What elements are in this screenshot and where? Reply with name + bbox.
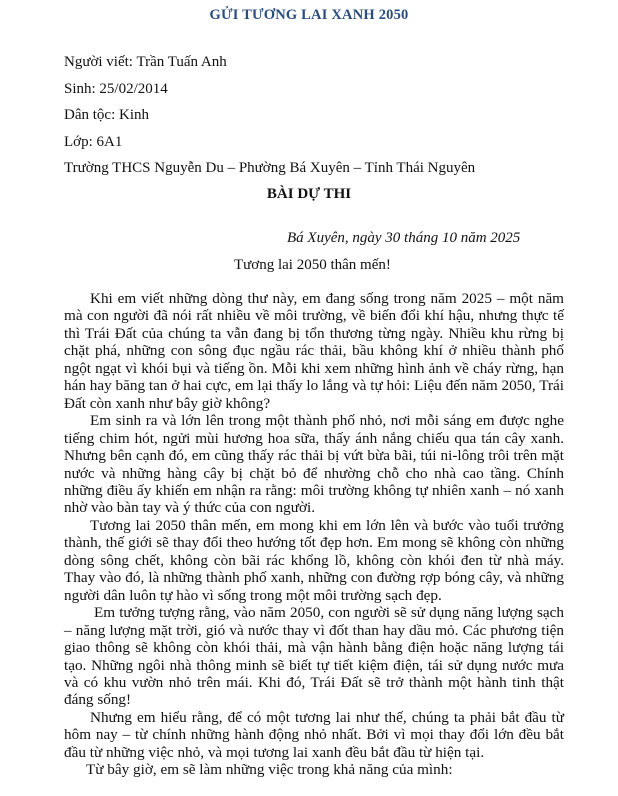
author-school: Trường THCS Nguyễn Du – Phường Bá Xuyên – Tỉnh Thái Nguyên [64,160,476,176]
body-paragraph: Tương lai 2050 thân mến, em mong khi em lớn lên và bước vào tuổi trưởng thành, thế giới sẽ thay đổi theo hướng tốt đẹp hơn. Em mong sẽ không còn những dòng sông chết, không còn bãi rác khổng lồ, không còn khói đen từ nhà máy. Thay vào đó, là những thành phố xanh, những con đường rợp bóng cây, và những người dân luôn tự hào vì sống trong một môi trường sạch đẹp. [64,516,564,604]
letter-body [64,290,564,779]
author-name: Người viết: Trần Tuấn Anh [64,54,227,70]
author-ethnicity: Dân tộc: Kinh [64,107,149,123]
contest-title: BÀI DỰ THI [266,186,352,202]
body-paragraph: Em tưởng tượng rằng, vào năm 2050, con người sẽ sử dụng năng lượng sạch – năng lượng mặt trời, gió và nước thay vì đốt than hay dầu mỏ. Các phương tiện giao thông sẽ không còn khói thải, mà vận hành bằng điện hoặc năng lượng tái tạo. Những ngôi nhà thông minh sẽ biết tự tiết kiệm điện, tái sử dụng nước mưa và có khu vườn nhỏ trên mái. Khi đó, Trái Đất sẽ trở thành một hành tinh thật đáng sống! [64,604,564,709]
body-paragraph: Em sinh ra và lớn lên trong một thành phố nhỏ, nơi mỗi sáng em được nghe tiếng chim hót, ngửi mùi hương hoa sữa, thấy ánh nắng chiếu qua tán cây xanh. Nhưng bên cạnh đó, em cũng thấy rác thải bị vứt bừa bãi, túi ni-lông trôi trên mặt nước và những hàng cây bị chặt bỏ để nhường chỗ cho nhà cao tầng. Chính những điều ấy khiến em nhận ra rằng: môi trường không tự nhiên xanh – nó xanh nhờ vào bàn tay và ý thức của con người. [64,412,564,517]
author-birth-date: Sinh: 25/02/2014 [64,81,168,97]
body-paragraph: Từ bây giờ, em sẽ làm những việc trong khả năng của mình: [86,761,453,779]
body-paragraph: Khi em viết những dòng thư này, em đang sống trong năm 2025 – một năm mà con người đã nói rất nhiều về môi trường, về biến đổi khí hậu, nhưng thực tế thì Trái Đất của chúng ta vẫn đang bị tổn thương từng ngày. Nhiều khu rừng bị chặt phá, những con sông đục ngầu rác thải, bầu không khí ở nhiều thành phố ngột ngạt vì khói bụi và tiếng ồn. Mỗi khi xem những hình ảnh về cháy rừng, hạn hán hay băng tan ở hai cực, em lại thấy lo lắng và tự hỏi: Liệu đến năm 2050, Trái Đất còn xanh như bây giờ không? [64,290,564,412]
document-header-title: GỬI TƯƠNG LAI XANH 2050 [209,7,409,23]
body-paragraph: Nhưng em hiểu rằng, để có một tương lai như thế, chúng ta phải bắt đầu từ hôm nay – từ chính những hành động nhỏ nhất. Bởi vì mọi thay đổi lớn đều bắt đầu từ những việc nhỏ, và mọi tương lai xanh đều bắt đầu từ hiện tại. [64,708,564,761]
date-line: Bá Xuyên, ngày 30 tháng 10 năm 2025 [287,230,521,246]
letter-greeting: Tương lai 2050 thân mến! [234,257,391,273]
author-class: Lớp: 6A1 [64,134,123,150]
